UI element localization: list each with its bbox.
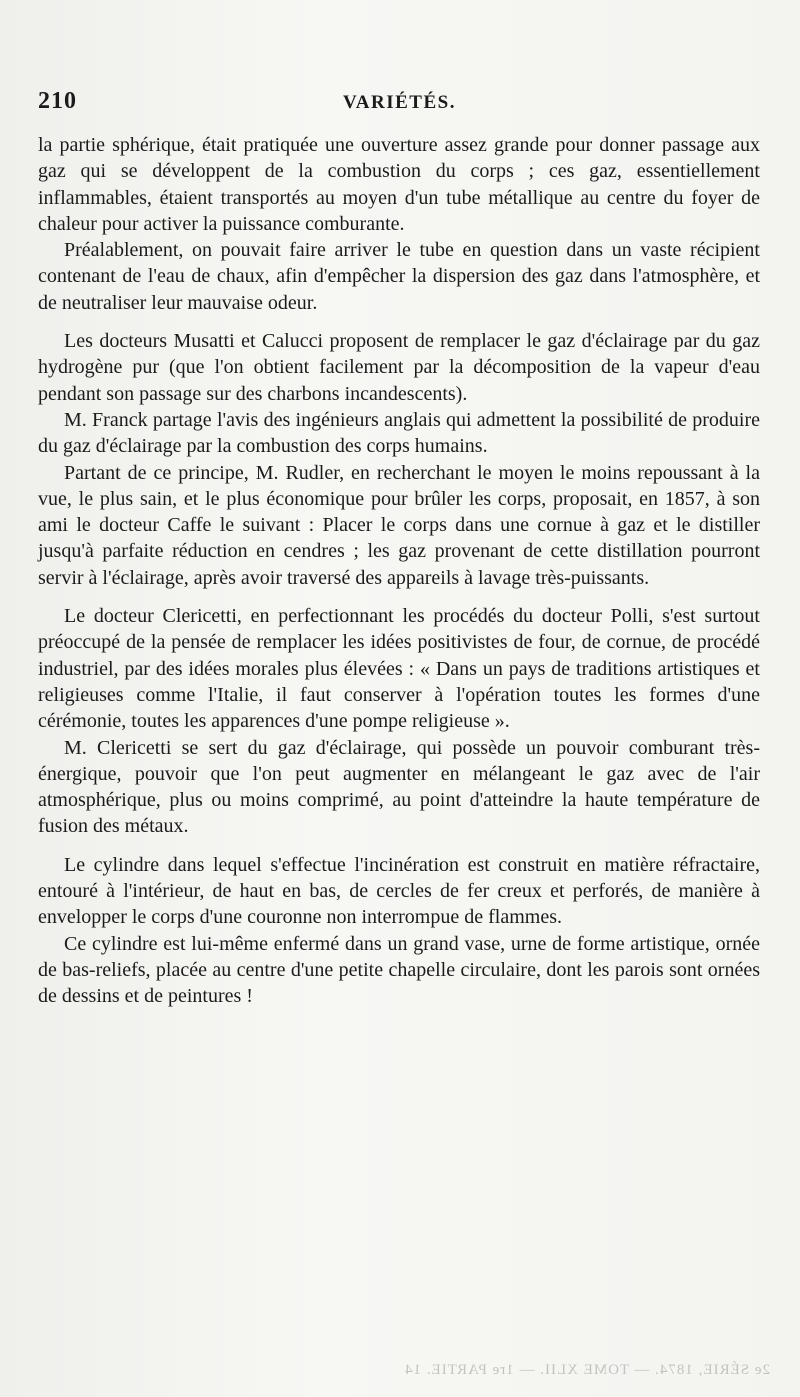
paragraph: Le docteur Clericetti, en perfectionnant les procédés du docteur Polli, s'est surtout préoccupé de la pensée de remplacer les idées positivistes de four, de cornue, de procédé industriel, par des idées morales plus élevées : « Dans un pays de traditions artistiques et religieuses comme l'Italie, il faut conserver à l'opération toutes les formes d'une cérémonie, toutes les apparences d'une pompe religieuse ». bbox=[38, 605, 760, 733]
paragraph: M. Franck partage l'avis des ingénieurs anglais qui admettent la possibilité de produire du gaz d'éclairage par la combustion des corps humains. bbox=[38, 408, 760, 458]
page-header bbox=[38, 88, 778, 122]
paragraph: Le cylindre dans lequel s'effectue l'incinération est construit en matière réfractaire, entouré à l'intérieur, de haut en bas, de cercles de fer creux et perforés, de manière à envelopper le corps d'une couronne non interrompue de flammes. bbox=[38, 853, 760, 929]
paragraph: Préalablement, on pouvait faire arriver le tube en question dans un vaste récipient contenant de l'eau de chaux, afin d'empêcher la dispersion des gaz dans l'atmosphère, et de neutraliser leur mauvaise odeur. bbox=[38, 239, 760, 314]
paragraph: Partant de ce principe, M. Rudler, en recherchant le moyen le moins repoussant à la vue, le plus sain, et le plus économique pour brûler les corps, proposait, en 1857, à son ami le docteur Caffe le suivant : Placer le corps dans une cornue à gaz et le distiller jusqu'à parfaite réduction en cendres ; les gaz provenant de cette distillation pourront servir à l'éclairage, après avoir traversé des appareils à lavage très-puissants. bbox=[38, 461, 760, 589]
page-number: 210 bbox=[38, 88, 77, 114]
paragraph: M. Clericetti se sert du gaz d'éclairage, qui possède un pouvoir comburant très-énergique, pouvoir que l'on peut augmenter en mélangeant le gaz avec de l'air atmosphérique, plus ou moins comprimé, au point d'atteindre la haute température de fusion des métaux. bbox=[38, 736, 760, 838]
bleed-through-signature: 2e SÉRIE, 1874. — TOME XLII. — 1re PARTIE. 14 bbox=[404, 1362, 770, 1378]
paragraph: la partie sphérique, était pratiquée une ouverture assez grande pour donner passage aux gaz qui se développent de la combustion du corps ; ces gaz, essentiellement inflammables, étaient transportés au moyen d'un tube métallique au centre du foyer de chaleur pour activer la puissance comburante. bbox=[38, 134, 760, 235]
paragraph: Les docteurs Musatti et Calucci proposent de remplacer le gaz d'éclairage par du gaz hydrogène pur (que l'on obtient facilement par la décomposition de la vapeur d'eau pendant son passage sur des charbons incandescents). bbox=[38, 330, 760, 405]
page-body bbox=[38, 132, 760, 1010]
paragraph: Ce cylindre est lui-même enfermé dans un grand vase, urne de forme artistique, ornée de bas-reliefs, placée au centre d'une petite chapelle circulaire, dont les parois sont ornées de dessins et de peintures ! bbox=[38, 932, 760, 1008]
running-title: VARIÉTÉS. bbox=[343, 92, 456, 113]
